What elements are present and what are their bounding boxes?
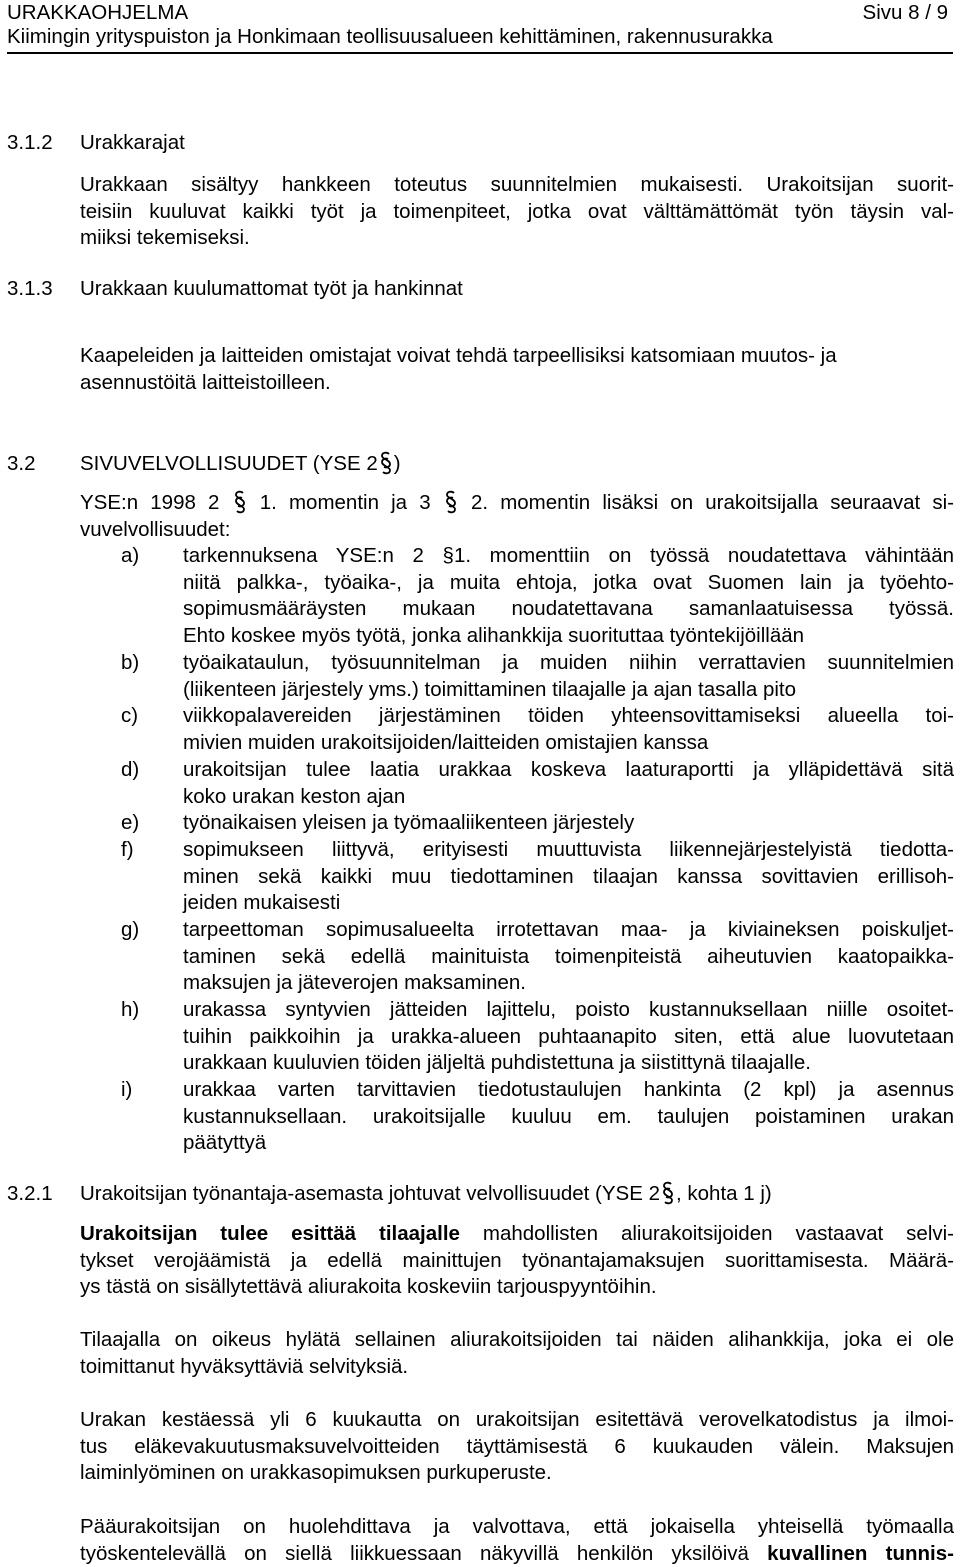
text-line: työaikataulun, työsuunnitelman ja muiden niihin verrattavien suunnitelmien <box>183 651 954 674</box>
text-line: tuihin paikkoihin ja urakka-alueen puhtaanapito siten, että alue luovutetaan <box>183 1024 954 1048</box>
section-body <box>80 343 954 396</box>
text-line: Urakan kestäessä yli 6 kuukautta on urakoitsijan esitettävä verovelkatodistus ja ilmoi- <box>80 1408 954 1431</box>
bold-text: Urakoitsijan tulee esittää tilaajalle <box>80 1222 460 1245</box>
section-sign-icon <box>660 1181 676 1205</box>
list-item-letter: f) <box>121 838 134 861</box>
list-item-letter: g) <box>121 918 140 941</box>
list-item-text <box>183 650 954 703</box>
text-fragment: YSE:n 1998 2 <box>80 491 220 514</box>
text-line: viikkopalavereiden järjestäminen töiden yhteensovittamiseksi alueella toi- <box>183 704 954 727</box>
text-line: sopimukseen liittyvä, erityisesti muuttuvista liikennejärjestelyistä tiedotta- <box>183 838 954 861</box>
text-line <box>80 1541 954 1567</box>
text-line <box>80 1221 954 1248</box>
heading-text: , kohta 1 j) <box>676 1182 772 1205</box>
list-item-text <box>183 543 954 649</box>
text-line: urakassa syntyvien jätteiden lajittelu, poisto kustannuksellaan niille osoitet- <box>183 998 954 1021</box>
text-line: Ehto koskee myös työtä, jonka alihankkija suorituttaa työntekijöillään <box>183 623 805 647</box>
paragraph <box>80 1221 954 1301</box>
list-item-letter: d) <box>121 758 140 781</box>
section-number: 3.2 <box>7 452 36 475</box>
text-line: mivien muiden urakoitsijoiden/laitteiden omistajien kanssa <box>183 730 709 754</box>
list-item-text <box>183 757 954 810</box>
section-heading: Urakkaan kuulumattomat työt ja hankinnat <box>80 277 463 300</box>
text-line: maksujen ja jäteverojen maksaminen. <box>183 971 526 994</box>
paragraph <box>80 1514 954 1567</box>
text-line: ys tästä on sisällytettävä aliurakoita koskeviin tarjouspyyntöihin. <box>80 1275 657 1298</box>
page-number: Sivu 8 / 9 <box>862 1 948 24</box>
text-line: tarpeettoman sopimusalueelta irrotettavan maa- ja kiviaineksen poiskuljet- <box>183 918 954 941</box>
heading-text: SIVUVELVOLLISUUDET (YSE 2 <box>80 452 378 475</box>
text-line: miiksi tekemiseksi. <box>80 226 250 249</box>
list-item-letter: c) <box>121 704 139 727</box>
text-line: Kaapeleiden ja laitteiden omistajat voivat tehdä tarpeellisiksi katsomiaan muutos- ja <box>80 344 837 367</box>
section-heading: Urakkarajat <box>80 131 185 154</box>
text-line: tarkennuksena YSE:n 2 §1. momenttiin on työssä noudatettava vähintään <box>183 544 954 567</box>
text-fragment: 2. momentin lisäksi on urakoitsijalla seuraavat si- <box>470 491 955 514</box>
text-line: Urakkaan sisältyy hankkeen toteutus suunnitelmien mukaisesti. Urakoitsijan suorit- <box>80 173 954 196</box>
list-item-text <box>183 810 954 837</box>
section-sign-icon <box>378 451 394 475</box>
text-line: urakkaa varten tarvittavien tiedotustaulujen hankinta (2 kpl) ja asennus <box>183 1078 954 1101</box>
text-line: jeiden mukaisesti <box>183 891 341 914</box>
list-item-letter: e) <box>121 811 140 834</box>
text-line: sopimusmääräysten mukaan noudatettavana samanlaatuisessa työssä. <box>183 597 954 620</box>
list-item-text <box>183 703 954 756</box>
header-rule <box>7 52 953 54</box>
text-line: taminen sekä edellä mainituista toimenpiteistä aiheutuvien kaatopaikka- <box>183 944 954 968</box>
list-item-text <box>183 997 954 1077</box>
list-item-letter: h) <box>121 998 140 1021</box>
list-item-letter: b) <box>121 651 140 674</box>
text-line: niitä palkka-, työaika-, ja muita ehtoja, jotka ovat Suomen lain ja työehto- <box>183 570 954 594</box>
text-line: urakoitsijan tulee laatia urakkaa koskeva laaturaportti ja ylläpidettävä sitä <box>183 758 954 781</box>
text-line: vuvelvollisuudet: <box>80 517 231 541</box>
paragraph <box>80 1407 954 1487</box>
heading-text: Urakoitsijan työnantaja-asemasta johtuvat velvollisuudet (YSE 2 <box>80 1182 660 1205</box>
section-number: 3.2.1 <box>7 1182 53 1205</box>
section-heading <box>80 451 401 478</box>
text-line: koko urakan keston ajan <box>183 784 406 808</box>
text-line: työnaikaisen yleisen ja työmaaliikenteen järjestely <box>183 811 635 834</box>
text-line <box>80 490 954 517</box>
paragraph <box>80 1327 954 1380</box>
text-line: urakkaan kuuluvien töiden jäljeltä puhdistettuna ja siistittynä tilaajalle. <box>183 1051 811 1074</box>
text-line: päätyttyä <box>183 1131 267 1154</box>
section-number: 3.1.3 <box>7 277 53 300</box>
text-line: laiminlyöminen on urakkasopimuksen purkuperuste. <box>80 1461 552 1484</box>
text-line: (liikenteen järjestely yms.) toimittaminen tilaajalle ja ajan tasalla pito <box>183 677 796 701</box>
list-item-text <box>183 837 954 917</box>
section-heading <box>80 1181 772 1208</box>
text-line: kustannuksellaan. urakoitsijalle kuuluu em. taulujen poistaminen urakan <box>183 1104 954 1128</box>
text-line: tykset verojäämistä ja edellä mainittujen työnantajamaksujen suorittamisesta. Määrä- <box>80 1248 954 1272</box>
text-line: Tilaajalla on oikeus hylätä sellainen aliurakoitsijoiden tai näiden alihankkija, joka ei ole <box>80 1328 954 1351</box>
section-body <box>80 172 954 252</box>
heading-text: ) <box>393 452 401 475</box>
section-sign-icon <box>232 490 248 514</box>
text-fragment: 1. momentin ja 3 <box>259 491 431 514</box>
text-line: Pääurakoitsijan on huolehdittava ja valvottava, että jokaisella yhteisellä työmaalla <box>80 1515 954 1538</box>
project-subtitle: Kiimingin yrityspuiston ja Honkimaan teollisuusalueen kehittäminen, rakennusurakka <box>7 25 773 48</box>
list-item-letter: i) <box>121 1078 133 1101</box>
text-line: asennustöitä laitteistoilleen. <box>80 370 331 394</box>
section-sign-icon <box>443 490 459 514</box>
text-line: tus eläkevakuutusmaksuvelvoitteiden täyttämisestä 6 kuukauden välein. Maksujen <box>80 1434 954 1458</box>
bold-text: kuvallinen tunnis- <box>767 1541 954 1565</box>
list-item-letter: a) <box>121 544 140 567</box>
text-fragment: työskentelevällä on siellä liikkuessaan näkyvillä henkilön yksilöivä <box>80 1541 768 1565</box>
section-intro <box>80 490 954 543</box>
section-number: 3.1.2 <box>7 131 53 154</box>
text-fragment: mahdollisten aliurakoitsijoiden vastaavat selvi- <box>459 1222 955 1245</box>
text-line: toimittanut hyväksyttäviä selvityksiä. <box>80 1354 409 1378</box>
document-title: URAKKAOHJELMA <box>7 1 189 24</box>
list-item-text <box>183 1077 954 1157</box>
text-line: teisiin kuuluvat kaikki työt ja toimenpiteet, jotka ovat välttämättömät työn täysin val- <box>80 199 954 223</box>
text-line: minen sekä kaikki muu tiedottaminen tilaajan kanssa sovittavien erillisoh- <box>183 864 954 888</box>
list-item-text <box>183 917 954 997</box>
